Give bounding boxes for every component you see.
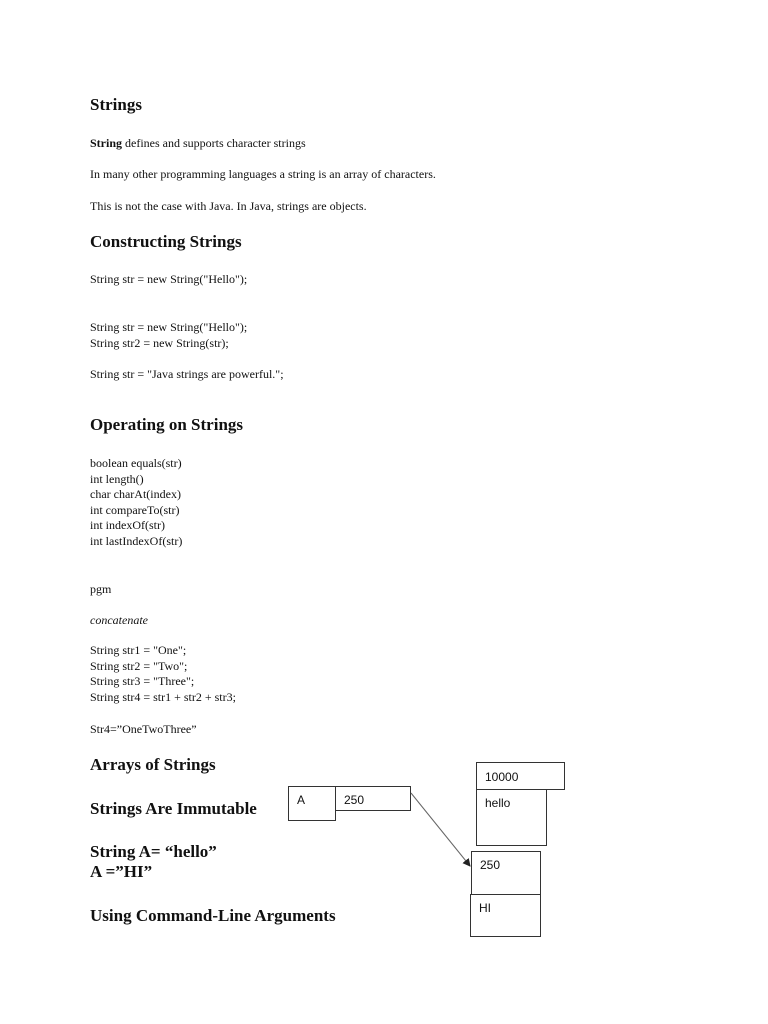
- code-line: String str3 = "Three";: [90, 674, 195, 688]
- method-item: char charAt(index): [90, 487, 181, 501]
- arrow-line: [411, 793, 470, 866]
- string-term: String: [90, 136, 123, 150]
- example-line-1: String A= “hello”: [90, 842, 217, 861]
- object-hello-address-box: 10000: [476, 762, 565, 790]
- string-definition: [90, 136, 306, 152]
- paragraph-arrays-of-chars: In many other programming languages a string is an array of characters.: [90, 167, 436, 181]
- concatenate-label: concatenate: [90, 613, 148, 627]
- method-item: int lastIndexOf(str): [90, 533, 183, 548]
- heading-command-line-arguments: Using Command-Line Arguments: [90, 906, 336, 925]
- string-definition-rest: defines and supports character strings: [122, 136, 306, 150]
- concat-result: Str4=”OneTwoThree”: [90, 722, 197, 736]
- method-item: boolean equals(str): [90, 456, 182, 470]
- pgm-label: pgm: [90, 582, 112, 596]
- variable-reference-box: 250: [335, 786, 411, 811]
- code-line: String str1 = "One";: [90, 643, 187, 657]
- heading-arrays-of-strings: Arrays of Strings: [90, 755, 216, 774]
- object-hi-value-box: HI: [470, 894, 541, 937]
- code-construct-2: [90, 320, 247, 351]
- code-line: String str2 = new String(str);: [90, 335, 229, 350]
- heading-strings-immutable: Strings Are Immutable: [90, 799, 257, 818]
- code-construct-3: String str = "Java strings are powerful.";: [90, 367, 284, 381]
- paragraph-java-objects: This is not the case with Java. In Java, strings are objects.: [90, 199, 367, 213]
- code-line: String str4 = str1 + str2 + str3;: [90, 689, 236, 704]
- method-item: int compareTo(str): [90, 502, 180, 517]
- method-list: [90, 456, 182, 549]
- object-hi-address-box: 250: [471, 851, 541, 895]
- method-item: int length(): [90, 471, 144, 486]
- heading-operating-on-strings: Operating on Strings: [90, 415, 244, 434]
- object-hello-value-box: hello: [476, 789, 547, 846]
- code-line: String str = new String("Hello");: [90, 320, 248, 334]
- code-construct-1: String str = new String("Hello");: [90, 272, 248, 286]
- variable-name-box: A: [288, 786, 336, 821]
- example-line-2: A =”HI”: [90, 862, 153, 881]
- heading-constructing-strings: Constructing Strings: [90, 232, 242, 251]
- heading-strings: Strings: [90, 95, 142, 114]
- method-item: int indexOf(str): [90, 518, 165, 532]
- concat-code: [90, 643, 236, 705]
- code-line: String str2 = "Two";: [90, 658, 188, 673]
